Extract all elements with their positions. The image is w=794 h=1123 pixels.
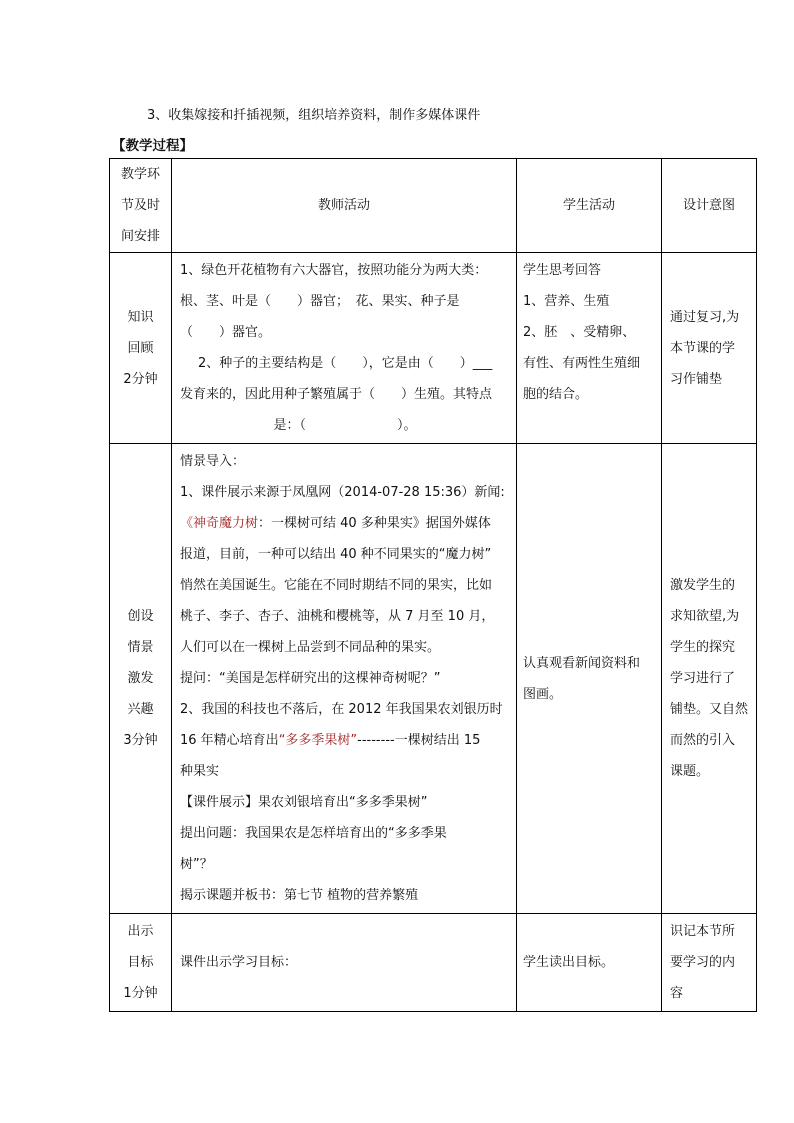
table-row — [110, 444, 757, 914]
student-activity-scenario: 认真观看新闻资料和 图画。 — [517, 444, 662, 914]
student-activity-review: 学生思考回答 1、营养、生殖 2、胚 、受精卵、 有性、有两性生殖细 胞的结合。 — [517, 253, 662, 444]
intro-line: 3、收集嫁接和扦插视频，组织培养资料，制作多媒体课件 — [147, 108, 481, 123]
news-title-red: 《神奇魔力树 — [180, 516, 259, 531]
header-teacher-activity: 教师活动 — [172, 159, 517, 253]
header-design-intent: 设计意图 — [662, 159, 757, 253]
table-row — [110, 253, 757, 444]
teaching-process-table — [109, 158, 757, 1012]
tree-name-red: “多多季果树” — [278, 733, 358, 748]
teacher-activity-review: 1、绿色开花植物有六大器官，按照功能分为两大类： 根、茎、叶是（ ）器官； 花、果实、种子是 （ ）器官。 2、种子的主要结构是（ ），它是由（ ）___ 发育来的，因此用种子繁殖属于（ ）生殖。其特点 是：（ ）。 — [172, 253, 517, 444]
design-intent-objectives: 识记本节所 要学习的内 容 — [662, 914, 757, 1012]
stage-show-objectives: 出示 目标 1分钟 — [110, 914, 172, 1012]
table-header-row — [110, 159, 757, 253]
student-activity-objectives: 学生读出目标。 — [517, 914, 662, 1012]
teacher-activity-objectives: 课件出示学习目标： — [172, 914, 517, 1012]
design-intent-scenario: 激发学生的 求知欲望,为 学生的探究 学习进行了 铺垫。又自然 而然的引入 课题。 — [662, 444, 757, 914]
section-heading: 【教学过程】 — [112, 138, 193, 154]
header-student-activity: 学生活动 — [517, 159, 662, 253]
table-row — [110, 914, 757, 1012]
stage-create-scenario: 创设 情景 激发 兴趣 3分钟 — [110, 444, 172, 914]
header-stage-time: 教学环 节及时 间安排 — [110, 159, 172, 253]
stage-knowledge-review: 知识 回顾 2分钟 — [110, 253, 172, 444]
teacher-activity-scenario: 情景导入： 1、课件展示来源于凤凰网（2014-07-28 15:36）新闻: 《神奇魔力树：一棵树可结 40 多种果实》据国外媒体 报道，目前，一种可以结出 40 种不同果实的“魔力树” 悄然在美国诞生。它能在不同时期结不同的果实，比如 桃子、李子、杏子、油桃和樱桃等，从 7 月至 10 月， 人们可以在一棵树上品尝到不同品种的果实。 提问：“美国是怎样研究出的这棵神奇树呢？” 2、我国的科技也不落后，在 2012 年我国果农刘银历时 16 年精心培育出“多多季果树”--------一棵树结出 15 种果实 【课件展示】果农刘银培育出“多多季果树” 提出问题：我国果农是怎样培育出的“多多季果 树”？ 揭示课题并板书：第七节 植物的营养繁殖 — [172, 444, 517, 914]
design-intent-review: 通过复习,为 本节课的学 习作铺垫 — [662, 253, 757, 444]
